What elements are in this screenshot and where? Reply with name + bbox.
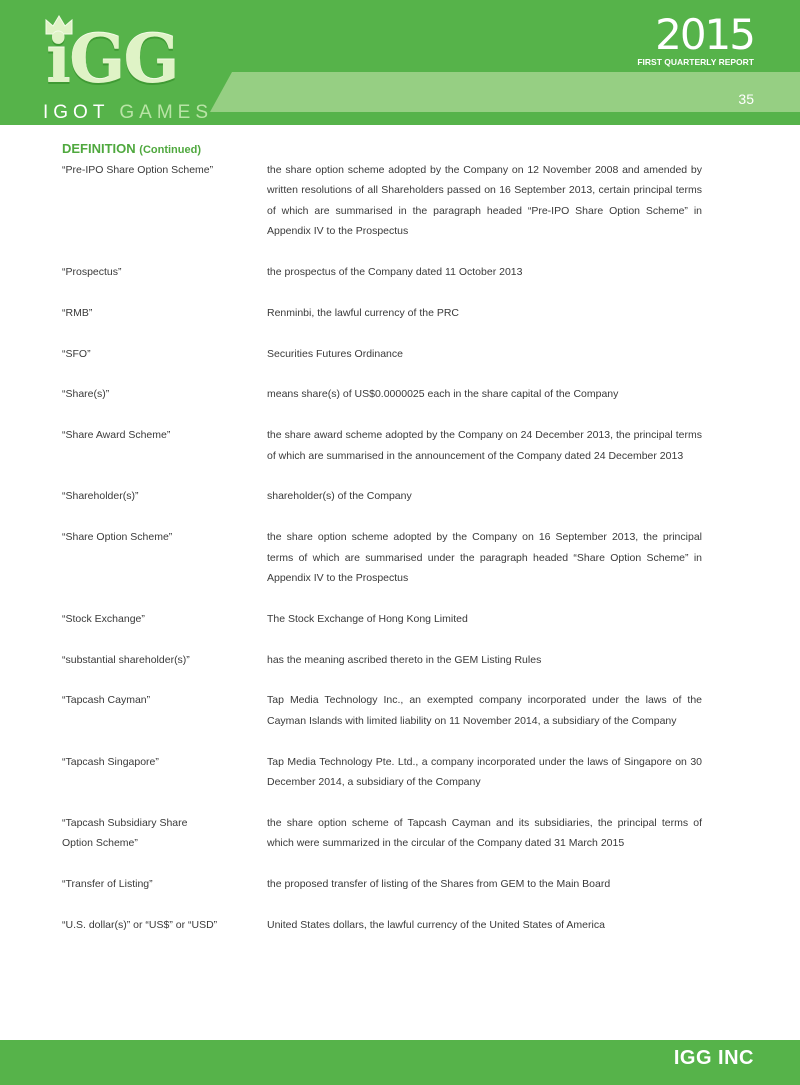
- definition-term: “Tapcash Singapore”: [62, 755, 159, 768]
- definition-description: the share option scheme adopted by the Company on 16 September 2013, the principal terms of which are summarised under the paragraph headed “Share Option Scheme” in Appendix IV to the Prospectus: [267, 531, 702, 585]
- definition-row: [62, 160, 702, 242]
- page-number: 35: [738, 91, 754, 107]
- definition-description: shareholder(s) of the Company: [267, 490, 412, 503]
- definition-row: [62, 752, 702, 793]
- definition-row: [62, 384, 702, 404]
- definition-row: [62, 262, 702, 282]
- definition-description: means share(s) of US$0.0000025 each in the share capital of the Company: [267, 388, 619, 401]
- definition-term: “Tapcash Cayman”: [62, 694, 151, 707]
- report-label: FIRST QUARTERLY REPORT: [637, 57, 754, 67]
- definitions-section: [62, 141, 702, 956]
- definition-description: Tap Media Technology Inc., an exempted company incorporated under the laws of the Cayman Islands with limited liability on 11 November 2014, a subsidiary of the Company: [267, 694, 702, 727]
- definition-description: Renminbi, the lawful currency of the PRC: [267, 306, 459, 319]
- definition-description: Securities Futures Ordinance: [267, 347, 403, 360]
- definition-term: “Share Award Scheme”: [62, 429, 171, 442]
- definition-description: the prospectus of the Company dated 11 October 2013: [267, 266, 523, 279]
- definition-row: [62, 527, 702, 588]
- definition-row: [62, 425, 702, 466]
- definition-row: [62, 486, 702, 506]
- definition-term: “Share(s)”: [62, 388, 110, 401]
- definition-description: has the meaning ascribed thereto in the GEM Listing Rules: [267, 653, 542, 666]
- report-year: 2015: [655, 10, 754, 59]
- igg-logo: [28, 12, 228, 122]
- definition-term: “Share Option Scheme”: [62, 531, 173, 544]
- definition-term: “Tapcash Subsidiary Share Option Scheme”: [62, 816, 188, 850]
- definition-term: “SFO”: [62, 347, 91, 360]
- definition-description: the proposed transfer of listing of the Shares from GEM to the Main Board: [267, 878, 611, 891]
- page-footer: [0, 1040, 800, 1085]
- footer-company-name: IGG INC: [673, 1047, 754, 1069]
- definition-row: [62, 609, 702, 629]
- logo-letters: iGG: [46, 20, 178, 98]
- definition-row: [62, 915, 702, 935]
- definition-row: [62, 874, 702, 894]
- definition-term: “U.S. dollar(s)” or “US$” or “USD”: [62, 918, 218, 931]
- definition-description: the share option scheme adopted by the Company on 12 November 2008 and amended by written resolutions of all Shareholders passed on 16 September 2013, certain principal terms of which are summarised in the paragraph headed “Pre-IPO Share Option Scheme” in Appendix IV to the Prospectus: [267, 164, 702, 238]
- definition-description: The Stock Exchange of Hong Kong Limited: [267, 612, 468, 625]
- definition-term: “substantial shareholder(s)”: [62, 653, 190, 666]
- definition-row: [62, 650, 702, 670]
- definition-term: “RMB”: [62, 306, 93, 319]
- section-title: DEFINITION (Continued): [62, 141, 201, 156]
- definition-row: [62, 303, 702, 323]
- definition-term: “Prospectus”: [62, 266, 122, 279]
- definition-row: [62, 813, 702, 854]
- definition-term: “Transfer of Listing”: [62, 878, 153, 891]
- definition-term: “Stock Exchange”: [62, 612, 145, 625]
- definition-description: Tap Media Technology Pte. Ltd., a company incorporated under the laws of Singapore on 30 December 2014, a subsidiary of the Company: [267, 755, 702, 789]
- definition-description: the share option scheme of Tapcash Cayman and its subsidiaries, the principal terms of which were summarized in the circular of the Company dated 31 March 2015: [267, 816, 702, 850]
- definition-description: United States dollars, the lawful currency of the United States of America: [267, 918, 605, 931]
- definition-term: “Pre-IPO Share Option Scheme”: [62, 164, 214, 176]
- definition-list: [62, 160, 702, 935]
- definition-row: [62, 690, 702, 731]
- logo-tagline: IGOT GAMES: [43, 102, 214, 123]
- definition-term: “Shareholder(s)”: [62, 490, 139, 503]
- page-header: [0, 0, 800, 125]
- definition-description: the share award scheme adopted by the Company on 24 December 2013, the principal terms of which are summarised in the announcement of the Company dated 24 December 2013: [267, 429, 702, 462]
- definition-row: [62, 344, 702, 364]
